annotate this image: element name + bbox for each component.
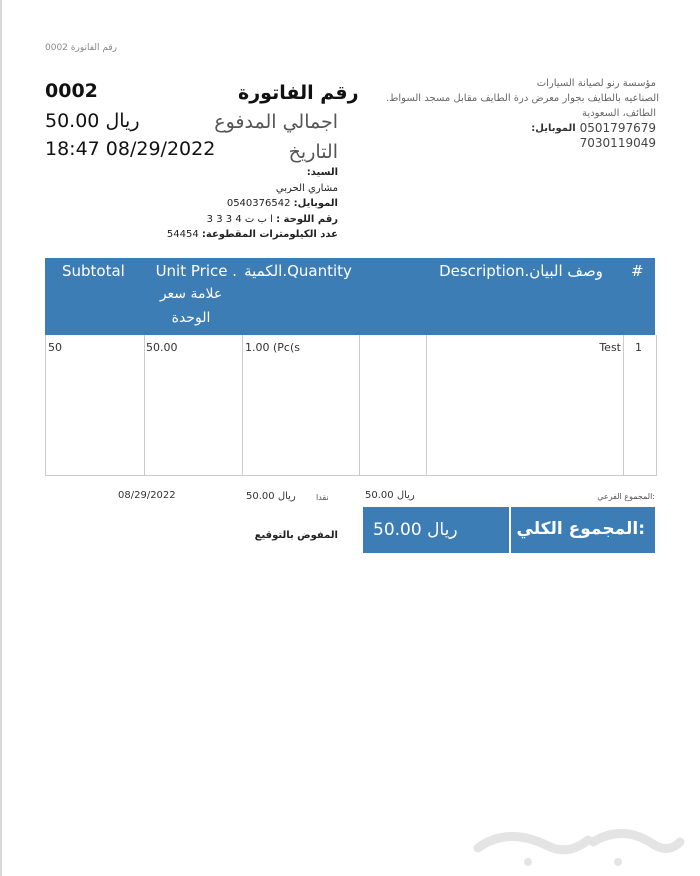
haraj-watermark-logo [468, 818, 688, 872]
subtotal-value: ريال 50.00 [365, 490, 415, 501]
company-address: الصناعيه بالطايف بجوار معرض درة الطايف مقابل مسجد السواط. [385, 93, 659, 104]
grand-total-box [363, 507, 655, 553]
company-mobile-label: الموبايل: [531, 123, 576, 134]
cash-label: نقدا [316, 493, 329, 502]
cell-row-number: 1 [635, 341, 642, 354]
col-divider [623, 335, 624, 475]
invoice-number-small: رقم الفاتورة 0002 [45, 43, 118, 53]
grand-total-divider [509, 507, 511, 553]
invoice-number-label: رقم الفاتورة [238, 82, 359, 104]
cell-unit-price: 50.00 [146, 341, 178, 354]
col-divider [359, 335, 360, 475]
items-table-header [45, 258, 655, 335]
company-mobile-row [360, 121, 656, 136]
customer-mobile: 0540376542 [226, 198, 291, 209]
km-value: 54454 [166, 229, 199, 240]
th-description: Description.وصف البيان [439, 262, 603, 280]
paid-total-value: ريال 50.00 [45, 110, 140, 132]
subtotal-label: المجموع الفرعي: [597, 492, 655, 501]
plate-number: ا ب ت 4 3 3 3 [206, 213, 273, 225]
items-table-body [45, 335, 657, 476]
customer-info [140, 165, 338, 243]
invoice-date-label: التاريخ [288, 141, 338, 163]
th-unit-price-ar-1: علامة سعر [159, 286, 223, 302]
cell-quantity: 1.00 (Pc(s [245, 341, 300, 354]
col-divider [144, 335, 145, 475]
col-divider [242, 335, 243, 475]
cell-subtotal: 50 [48, 341, 62, 354]
grand-total-value: ريال 50.00 [373, 520, 458, 540]
paid-total-label: اجمالي المدفوع [214, 111, 338, 133]
th-row-number: # [631, 262, 644, 280]
company-info [360, 76, 659, 151]
company-mobile-2: 7030119049 [579, 136, 656, 150]
customer-label: السيد: [306, 167, 338, 178]
cash-value: ريال 50.00 [246, 491, 296, 502]
km-label: عدد الكيلومترات المقطوعة: [201, 229, 338, 240]
footer-date: 08/29/2022 [118, 490, 176, 501]
company-city: الطائف، السعودية [582, 108, 656, 119]
th-quantity: الكمية.Quantity [244, 262, 352, 280]
th-unit-price-en: Unit Price . [155, 262, 237, 280]
grand-total-label: المجموع الكلي: [516, 519, 645, 539]
page-border [0, 0, 2, 876]
invoice-date-value: 18:47 08/29/2022 [45, 138, 216, 160]
th-subtotal: Subtotal [62, 262, 125, 280]
customer-name: مشاري الحربي [275, 182, 338, 194]
company-mobile-1: 0501797679 [579, 121, 656, 135]
cell-description: Test [599, 341, 621, 354]
invoice-number: 0002 [45, 80, 98, 102]
signature-label: المفوض بالتوقيع [254, 530, 338, 541]
plate-label: رقم اللوحة : [276, 213, 338, 225]
company-name: مؤسسة رنو لصيانة السيارات [536, 78, 656, 89]
col-divider [426, 335, 427, 475]
th-unit-price-ar-2: الوحدة [171, 310, 211, 326]
customer-mobile-label: الموبايل: [293, 198, 338, 209]
